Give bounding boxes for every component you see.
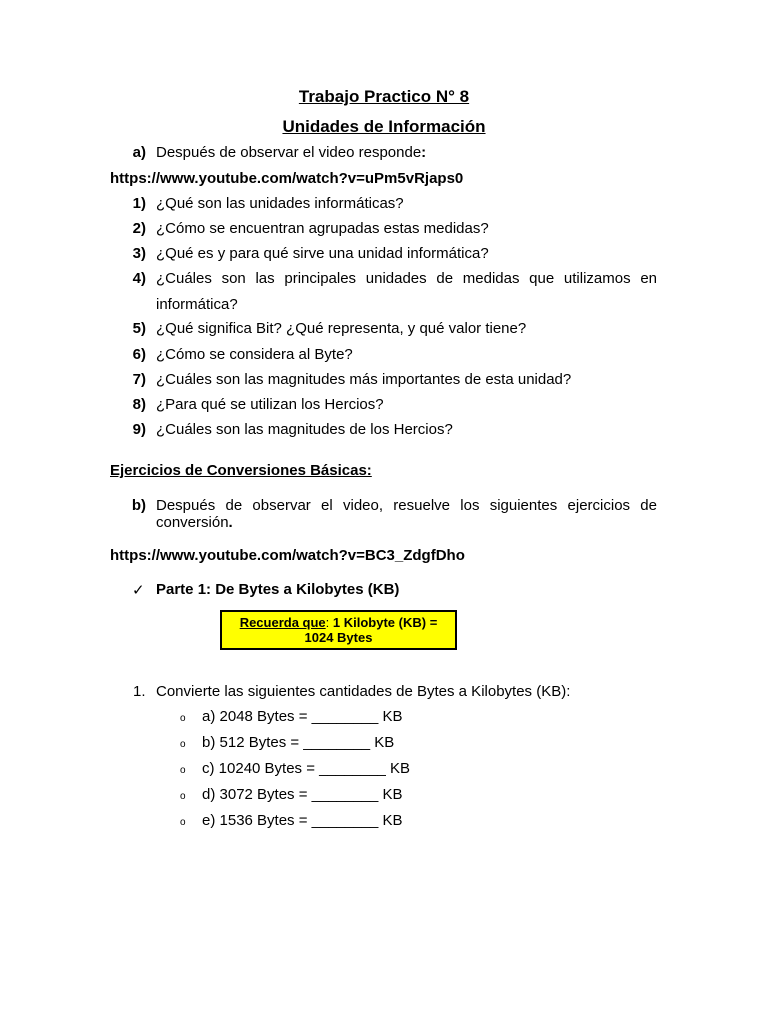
section-a-label: a) [132,144,146,161]
question-5-number: 5) [132,320,146,337]
section-a-text-body: Después de observar el video responde [156,144,422,161]
question-5-text: ¿Qué significa Bit? ¿Qué representa, y qué valor tiene? [156,320,527,337]
exercise-item-b: b) 512 Bytes = ________ KB [202,734,395,751]
bullet-icon: o [180,713,186,724]
reminder-colon: : [325,615,330,630]
bullet-icon: o [180,791,186,802]
bullet-icon: o [180,739,186,750]
exercise-item-a: a) 2048 Bytes = ________ KB [202,708,403,725]
exercises-heading: Ejercicios de Conversiones Básicas: [110,462,372,479]
section-a-text [156,144,426,161]
question-9-text: ¿Cuáles son las magnitudes de los Hercios? [156,421,453,438]
question-4-number: 4) [132,270,146,287]
checkmark-icon: ✓ [132,582,145,599]
section-a-colon: : [421,144,427,161]
question-4-text-continued: informática? [156,296,238,313]
exercise-item-d: d) 3072 Bytes = ________ KB [202,786,403,803]
part1-title: Parte 1: De Bytes a Kilobytes (KB) [156,581,400,598]
question-1-number: 1) [132,195,146,212]
video-link-2[interactable]: https://www.youtube.com/watch?v=BC3_ZdgfDho [110,547,465,564]
section-b-label: b) [131,497,146,514]
reminder-line2: 1024 Bytes [304,630,373,645]
question-6-number: 6) [132,346,146,363]
question-2-text: ¿Cómo se encuentran agrupadas estas medidas? [156,220,489,237]
exercise-1-text: Convierte las siguientes cantidades de Bytes a Kilobytes (KB): [156,683,571,700]
question-6-text: ¿Cómo se considera al Byte? [156,346,353,363]
question-1-text: ¿Qué son las unidades informáticas? [156,195,404,212]
question-8-number: 8) [132,396,146,413]
section-b-text-line1: Después de observar el video, resuelve los siguientes ejercicios de [156,497,657,514]
question-7-text: ¿Cuáles son las magnitudes más importantes de esta unidad? [156,371,572,388]
section-b-text-line2-body: conversión [156,514,229,531]
question-7-number: 7) [132,371,146,388]
question-3-number: 3) [132,245,146,262]
question-3-text: ¿Qué es y para qué sirve una unidad informática? [156,245,489,262]
exercise-item-c: c) 10240 Bytes = ________ KB [202,760,411,777]
reminder-prefix: Recuerda que [239,615,326,630]
section-b-period: . [228,514,233,531]
question-8-text: ¿Para qué se utilizan los Hercios? [156,396,384,413]
question-4-text: ¿Cuáles son las principales unidades de medidas que utilizamos en [156,270,657,287]
question-9-number: 9) [132,421,146,438]
bullet-icon: o [180,817,186,828]
exercise-1-number: 1. [133,683,146,700]
exercise-item-e: e) 1536 Bytes = ________ KB [202,812,403,829]
reminder-box [220,610,457,650]
question-2-number: 2) [132,220,146,237]
page-title: Trabajo Practico N° 8 [298,87,470,106]
reminder-line1-rest: 1 Kilobyte (KB) = [329,615,438,630]
reminder-line1 [222,615,455,630]
section-b-text-line2 [156,514,233,531]
video-link-1[interactable]: https://www.youtube.com/watch?v=uPm5vRjaps0 [110,170,464,187]
page-subtitle: Unidades de Información [282,117,486,136]
bullet-icon: o [180,765,186,776]
